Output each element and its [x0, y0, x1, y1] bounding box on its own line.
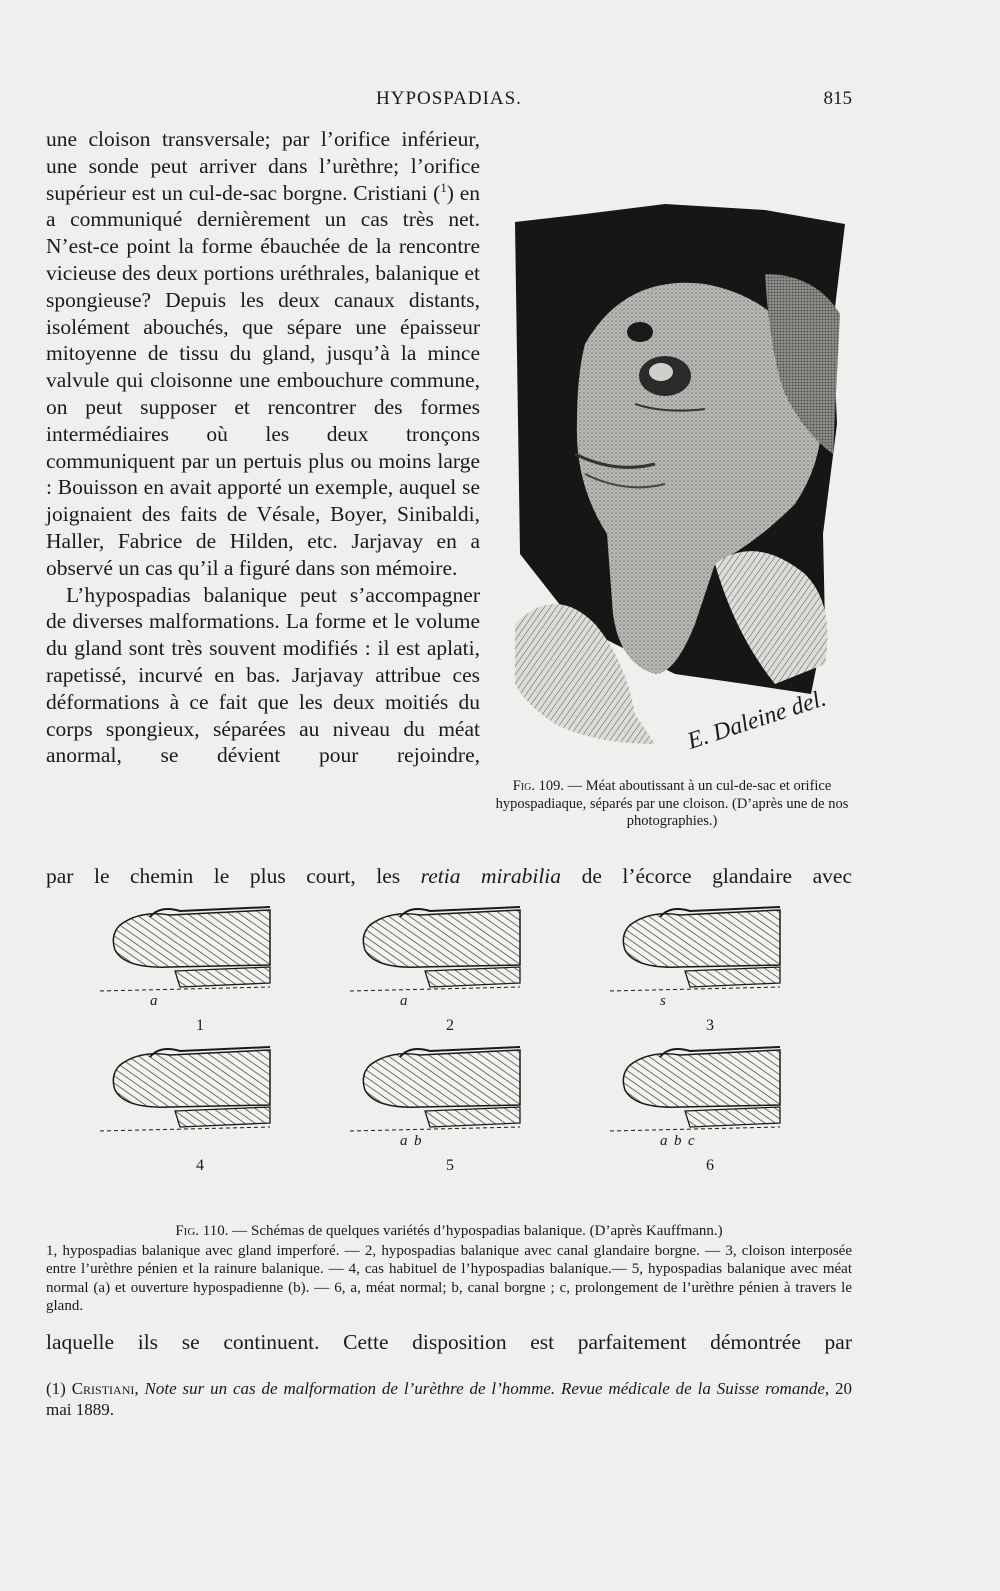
schema-shaft [623, 1050, 780, 1107]
footnote-title: Note sur un cas de malformation de l’urèthre de l’homme. Revue médicale de la Suisse romande, [138, 1379, 830, 1398]
schema-shaft [113, 910, 270, 967]
schema-dashed-line [100, 987, 270, 991]
page-number: 815 [823, 88, 852, 109]
schema-dashed-line [610, 987, 780, 991]
paragraph-2: L’hypospadias balanique peut s’accompagner de diverses malformations. La forme et le volume du gland sont très souvent modifiés : il est aplati, rapetissé, incurvé en bas. Jarjavay attribue ces déformations à ce fait que les deux moitiés du corps spongieux, séparées au niveau du méat anormal, se dévient pour rejoindre, [46, 582, 480, 768]
left-column-text [46, 126, 480, 769]
figure-109-engraving [515, 204, 850, 757]
schema-shaft [113, 1050, 270, 1107]
schema-letter-a: a [400, 1133, 408, 1149]
upper-orifice [627, 322, 653, 342]
schema-number-1: 1 [196, 1017, 204, 1034]
schema-shaft [623, 910, 780, 967]
paragraph-1-rest: ) en a communiqué dernièrement un cas très net. N’est-ce point la forme ébauchée de la rencontre vicieuse des deux portions uréthrales, balanique et spongieuse? Depuis les deux canaux distants, isolément abouchés, que sépare une épaisseur mitoyenne de tissu du gland, jusqu’à la mince valvule qui cloisonne une embouchure commune, on peut supposer et rencontrer des formes intermédiaires où les deux tronçons communiquent par un pertuis plus ou moins large : Bouisson en avait apporté un exemple, auquel se joignaient des faits de Vésale, Boyer, Sinibaldi, Haller, Fabrice de Hilden, etc. Jarjavay en a observé un cas qu’il a figuré dans son mémoire. [46, 180, 480, 580]
figure-109-caption-text: — Méat aboutissant à un cul-de-sac et orifice hypospadiaque, séparés par une cloison. (D’après une de nos photographies.) [495, 778, 849, 829]
schema-letter-s: s [660, 993, 666, 1009]
figure-109-caption [491, 778, 853, 831]
running-title: HYPOSPADIAS. [376, 88, 522, 109]
schema-dashed-line [610, 1127, 780, 1131]
footnote-author: Cristiani, [71, 1379, 139, 1398]
schema-panel-5 [350, 1047, 520, 1174]
footnote-marker: (1) [46, 1379, 66, 1398]
schema-number-2: 2 [446, 1017, 454, 1034]
schema-letter-c: c [688, 1133, 695, 1149]
schema-letter-b: b [414, 1133, 422, 1149]
figure-110-title: — Schémas de quelques variétés d’hypospadias balanique. (D’après Kauffmann.) [228, 1223, 723, 1239]
schema-urethra [425, 967, 520, 987]
schema-letter-a: a [150, 993, 158, 1009]
schema-urethra [425, 1107, 520, 1127]
schema-number-5: 5 [446, 1157, 454, 1174]
schema-dashed-line [350, 987, 520, 991]
footnote-ref: 1 [440, 180, 447, 195]
figure-110-label: Fig. 110. [175, 1223, 229, 1239]
figure-109-label: Fig. 109. [512, 778, 564, 794]
wide-line-end: de l’écorce glandaire avec [561, 864, 852, 888]
paragraph-2-wide-line [46, 863, 852, 890]
paragraph-1-start: une cloison transversale; par l’orifice inférieur, une sonde peut arriver dans l’urèthre; l’orifice supérieur est un cul-de-sac borgne. Cristiani ( [46, 127, 480, 205]
figure-110-schemas [80, 905, 850, 1200]
figure-110-caption [46, 1222, 852, 1316]
schema-panel-3 [610, 907, 780, 1034]
footnote-date: 20 mai 1889. [46, 1379, 853, 1419]
footnote [46, 1378, 852, 1420]
running-head [46, 88, 852, 118]
schema-letter-a: a [400, 993, 408, 1009]
engraver-signature: E. Daleine del. [684, 685, 830, 755]
schema-shaft [363, 1050, 520, 1107]
figure-110-legend: 1, hypospadias balanique avec gland imperforé. — 2, hypospadias balanique avec canal glandaire borgne. — 3, cloison interposée entre l’urèthre pénien et la rainure balanique. — 4, cas habituel de l’hypospadias balanique.— 5, hypospadias balanique avec méat normal (a) et ouverture hypospadienne (b). — 6, a, méat normal; b, canal borgne ; c, prolongement de l’urèthre pénien à travers le gland. [46, 1242, 852, 1314]
paragraph-3: laquelle ils se continuent. Cette disposition est parfaitement démontrée par [46, 1330, 852, 1354]
schema-letter-b: b [674, 1133, 682, 1149]
schema-urethra [175, 967, 270, 987]
paragraph-1 [46, 126, 480, 582]
schema-panel-6 [610, 1047, 780, 1174]
schema-panel-2 [350, 907, 520, 1034]
schema-panel-4 [100, 1047, 270, 1174]
schema-dashed-line [350, 1127, 520, 1131]
schema-number-4: 4 [196, 1157, 204, 1174]
schema-shaft [363, 910, 520, 967]
schema-dashed-line [100, 1127, 270, 1131]
schema-urethra [685, 1107, 780, 1127]
schema-urethra [685, 967, 780, 987]
schema-letter-a: a [660, 1133, 668, 1149]
schema-number-3: 3 [706, 1017, 714, 1034]
schema-number-6: 6 [706, 1157, 714, 1174]
wide-line-start: par le chemin le plus court, les [46, 864, 421, 888]
italic-term: retia mirabilia [420, 864, 562, 888]
schema-panel-1 [100, 907, 270, 1034]
schema-urethra [175, 1107, 270, 1127]
